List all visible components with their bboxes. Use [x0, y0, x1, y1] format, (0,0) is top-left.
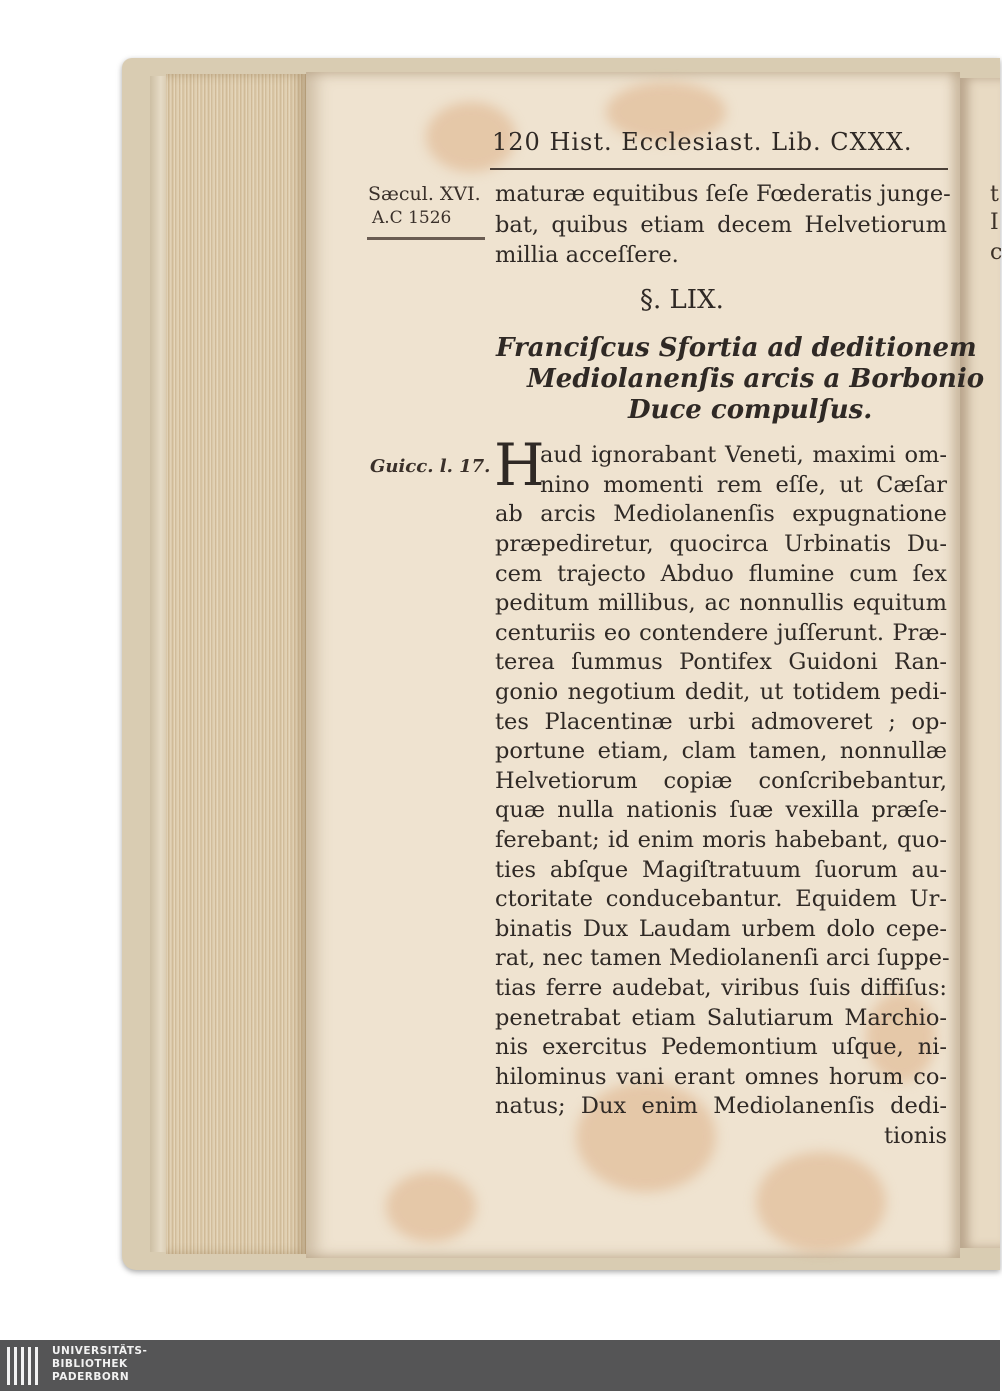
library-name-line: PADERBORN: [52, 1371, 130, 1383]
running-head: 120 Hist. Ecclesiast. Lib. CXXX.: [492, 128, 913, 156]
section-title-line: Mediolanenſis arcis a Borbonio: [527, 364, 985, 394]
footer-bar: [0, 1340, 1000, 1391]
paragraph-line: nis exercitus Pedemontium uſque, ni-: [495, 1034, 947, 1060]
paragraph-line: terea ſummus Pontifex Guidoni Ran-: [495, 649, 947, 675]
paragraph-line: cem trajecto Abduo flumine cum ſex: [495, 561, 947, 587]
paragraph-line: tes Placentinæ urbi admoveret ; op-: [495, 709, 947, 735]
paragraph-line: peditum millibus, ac nonnullis equitum: [495, 590, 947, 616]
paragraph-line: portune etiam, clam tamen, nonnullæ: [495, 738, 947, 764]
drop-capital: H: [494, 431, 545, 499]
paragraph-line: Helvetiorum copiæ conſcribebantur,: [495, 768, 947, 794]
body-line: millia acceſſere.: [495, 242, 679, 268]
library-name-line: BIBLIOTHEK: [52, 1358, 128, 1370]
page-edges: [166, 74, 306, 1254]
margin-year: A.C 1526: [372, 208, 452, 228]
section-title-line: Duce compulſus.: [628, 395, 873, 425]
paragraph-line: ties abſque Magiſtratuum ſuorum au-: [495, 857, 947, 883]
library-name-line: UNIVERSITÄTS-: [52, 1345, 148, 1357]
margin-citation: Guicc. l. 17.: [370, 456, 491, 477]
paragraph-line: præpediretur, quocirca Urbinatis Du-: [495, 531, 947, 557]
paragraph-line: tias ferre audebat, viribus ſuis diffiſus:: [495, 975, 947, 1001]
paragraph-line: centuriis eo contendere juſſerunt. Præ-: [495, 620, 947, 646]
section-number: §. LIX.: [640, 285, 724, 315]
margin-rule: [367, 237, 485, 240]
next-page-fragment: I: [990, 210, 999, 235]
paragraph-line: ferebant; id enim moris habebant, quo-: [495, 827, 947, 853]
catchword: tionis: [883, 1123, 947, 1149]
section-title-line: Franciſcus Sfortia ad deditionem: [496, 333, 977, 363]
paragraph-line: nino momenti rem eſſe, ut Cæſar: [540, 472, 947, 498]
paragraph-line: rat, nec tamen Mediolanenſi arci ſuppe-: [495, 945, 950, 971]
paragraph-line: quæ nulla nationis ſuæ vexilla præſe-: [495, 797, 947, 823]
body-line: maturæ equitibus ſeſe Fœderatis junge-: [495, 181, 951, 207]
margin-saeculum: Sæcul. XVI.: [368, 183, 481, 205]
next-page-fragment: t: [990, 182, 999, 207]
paragraph-line: ab arcis Mediolanenſis expugnatione: [495, 501, 947, 527]
paragraph-line: gonio negotium dedit, ut totidem pedi-: [495, 679, 947, 705]
paragraph-line: ctoritate conducebantur. Equidem Ur-: [495, 886, 947, 912]
paragraph-line: natus; Dux enim Mediolanenſis dedi-: [495, 1093, 947, 1119]
header-rule: [490, 168, 948, 170]
paragraph-line: hilominus vani erant omnes horum co-: [495, 1064, 947, 1090]
body-line: bat, quibus etiam decem Helvetiorum: [495, 212, 947, 238]
paragraph-line: binatis Dux Laudam urbem dolo cepe-: [495, 916, 947, 942]
next-page-fragment: c: [990, 240, 1002, 265]
paragraph-line: penetrabat etiam Salutiarum Marchio-: [495, 1005, 947, 1031]
library-logo-icon: [4, 1343, 44, 1389]
paragraph-line: aud ignorabant Veneti, maximi om-: [540, 442, 947, 468]
